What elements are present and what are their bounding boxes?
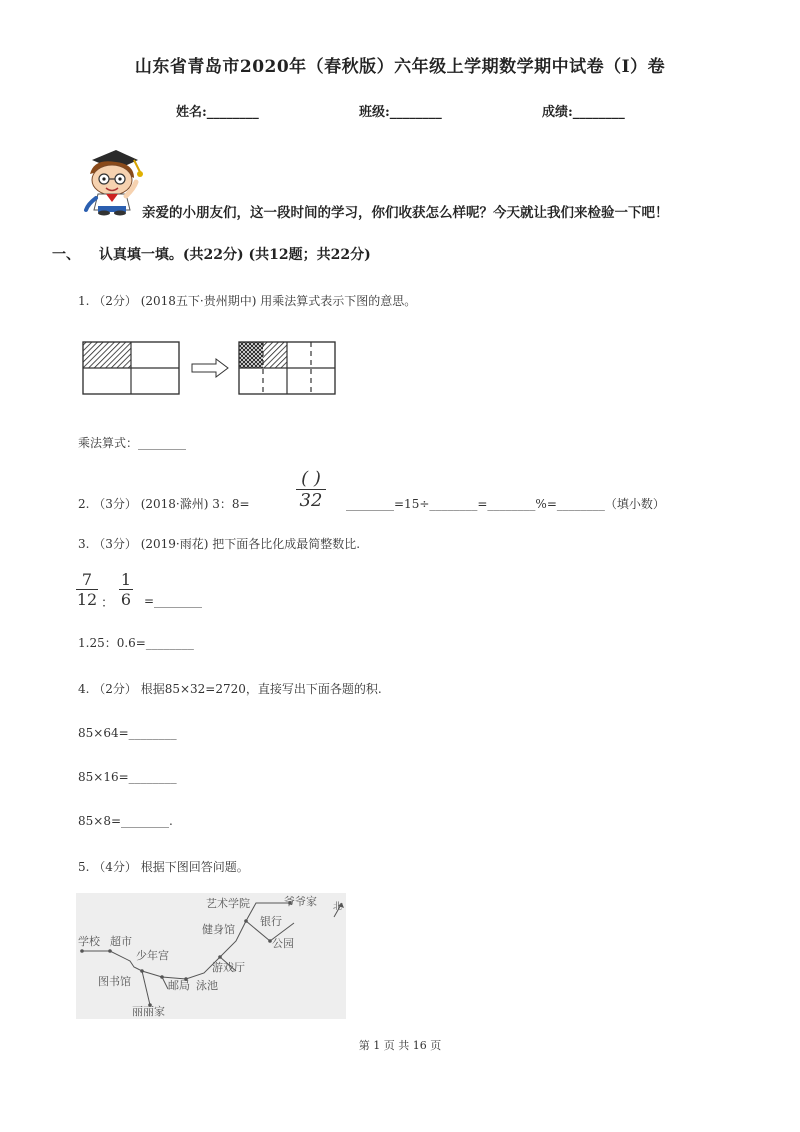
q2-fraction-denominator: 32	[296, 489, 326, 511]
q3-fraction-1	[76, 570, 98, 609]
q4-answer-2[interactable]: 85×16=________	[78, 770, 177, 784]
question-3: 3. （3分） (2019·雨花) 把下面各比化成最简整数比.	[78, 537, 361, 551]
map-label-gym: 健身馆	[202, 923, 235, 936]
q2-fraction	[296, 468, 326, 511]
question-2-end[interactable]: ________=15÷________=________%=________（填小数）	[346, 497, 665, 511]
q3-ratio-separator: ：	[101, 596, 115, 611]
greeting-text: 亲爱的小朋友们，这一段时间的学习，你们收获怎么样呢？今天就让我们来检验一下吧！	[142, 205, 669, 221]
q1-fraction-diagram	[82, 340, 342, 396]
q2-fraction-numerator: ( )	[301, 468, 321, 489]
name-field[interactable]: 姓名:________	[176, 105, 259, 120]
score-field[interactable]: 成绩:________	[542, 105, 625, 120]
map-label-art-school: 艺术学院	[206, 897, 250, 910]
q3-fraction-2	[119, 570, 133, 609]
q1-answer[interactable]: 乘法算式：________	[78, 436, 187, 450]
map-label-lili-home: 丽丽家	[132, 1005, 165, 1018]
mascot-image	[76, 148, 148, 216]
q4-answer-1[interactable]: 85×64=________	[78, 726, 177, 740]
q3-fraction-1-denominator: 12	[76, 590, 98, 609]
q3-fraction-1-numerator: 7	[81, 570, 93, 589]
page-title: 山东省青岛市2020年（春秋版）六年级上学期数学期中试卷（I）卷	[134, 57, 666, 77]
q5-route-map	[76, 893, 346, 1019]
question-4: 4. （2分） 根据85×32=2720，直接写出下面各题的积.	[78, 682, 382, 696]
q3-answer-1[interactable]: =________	[144, 594, 203, 608]
q3-fraction-2-numerator: 1	[120, 570, 132, 589]
map-label-post-office: 邮局	[168, 979, 190, 992]
q3-answer-2[interactable]: 1.25：0.6=________	[78, 636, 194, 650]
question-5: 5. （4分） 根据下图回答问题。	[78, 860, 249, 874]
map-label-youth-palace: 少年宫	[136, 949, 169, 962]
map-label-arcade: 游戏厅	[212, 961, 245, 974]
section-number: 一、	[52, 247, 80, 263]
map-label-school: 学校	[78, 935, 100, 948]
question-2-start: 2. （3分） (2018·滁州) 3：8=	[78, 497, 250, 511]
class-field[interactable]: 班级:________	[359, 105, 442, 120]
question-1: 1. （2分） (2018五下·贵州期中) 用乘法算式表示下图的意思。	[78, 294, 417, 308]
map-label-library: 图书馆	[98, 975, 131, 988]
map-label-pool: 泳池	[196, 979, 218, 992]
q3-fraction-2-denominator: 6	[120, 590, 132, 609]
page-footer: 第 1 页 共 16 页	[358, 1039, 442, 1052]
section-heading	[52, 244, 371, 264]
section-title: 认真填一填。(共22分) (共12题；共22分)	[98, 247, 371, 263]
map-label-supermarket: 超市	[110, 935, 132, 948]
map-label-park: 公园	[272, 937, 294, 950]
map-label-grandpa-home: 爷爷家	[284, 895, 317, 908]
map-label-north: 北	[333, 902, 343, 912]
q4-answer-3[interactable]: 85×8=________.	[78, 814, 173, 828]
map-label-bank: 银行	[260, 915, 282, 928]
